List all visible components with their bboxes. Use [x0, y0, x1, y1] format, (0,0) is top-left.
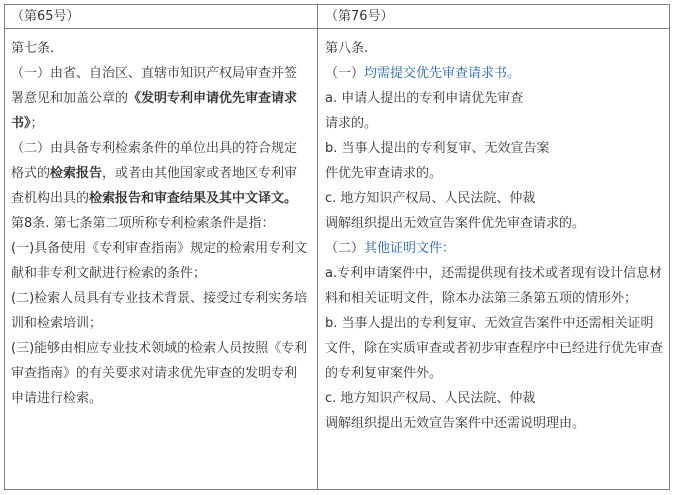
section-1-item-c-line-1: c. 地方知识产权局、人民法院、仲裁 — [325, 191, 536, 206]
section-2-item-c-line-2: 调解组织提出无效宣告案件中还需说明理由。 — [325, 416, 586, 431]
header-right-cell: （第76号） — [325, 9, 394, 24]
table-header-row — [5, 5, 669, 29]
article-7-title: 第七条． — [11, 41, 64, 56]
section-2-item-b: b. 当事人提出的专利复审、无效宣告案件中还需相关证明文件，除在实质审查或者初步审查程序中已经进行优先审查的专利复审案件外。 — [325, 316, 664, 381]
request-form-title: 《发明专利申请优先审查请求书》 — [11, 91, 298, 131]
article-7-item-1: （一）由省、自治区、直辖市知识产权局审查并签署意见和加盖公章的《发明专利申请优先审查请求书》； — [11, 66, 298, 131]
right-column — [325, 36, 663, 436]
section-1-item-a-line-2: 请求的。 — [325, 116, 378, 131]
comparison-table — [4, 4, 670, 490]
article-8-title: 第八条. — [325, 41, 369, 56]
section-1-title: 均需提交优先审查请求书。 — [364, 66, 521, 81]
search-report-term: 检索报告 — [50, 166, 103, 181]
section-1-item-a-line-1: a. 申请人提出的专利申请优先审查 — [325, 91, 524, 106]
section-2-item-c-line-1: c. 地方知识产权局、人民法院、仲裁 — [325, 391, 536, 406]
article-8-item-3: (三)能够由相应专业技术领域的检索人员按照《专利审查指南》的有关要求对请求优先审查的发明专利申请进行检索。 — [11, 341, 308, 406]
article-8-item-2: (二)检索人员具有专业技术背景、接受过专利实务培训和检索培训； — [11, 291, 308, 331]
search-report-translation-term: 检索报告和审查结果及其中文译文。 — [89, 191, 298, 206]
section-1-item-c-line-2: 调解组织提出无效宣告案件优先审查请求的。 — [325, 216, 586, 231]
section-2-title: 其他证明文件： — [364, 241, 456, 256]
column-divider — [317, 5, 318, 489]
section-2-heading: （二）其他证明文件： — [325, 241, 456, 256]
section-1-heading: （一）均需提交优先审查请求书。 — [325, 66, 521, 81]
article-8-item-1: (一)具备使用《专利审查指南》规定的检索用专利文献和非专利文献进行检索的条件； — [11, 241, 308, 281]
left-column — [11, 36, 309, 411]
section-1-item-b-line-1: b. 当事人提出的专利复审、无效宣告案 — [325, 141, 550, 156]
section-2-item-a: a.专利申请案件中，还需提供现有技术或者现有设计信息材料和相关证明文件，除本办法第三条第五项的情形外； — [325, 266, 663, 306]
header-left-cell: （第65号） — [11, 9, 80, 24]
section-1-item-b-line-2: 件优先审查请求的。 — [325, 166, 443, 181]
article-8-intro: 第8条. 第七条第二项所称专利检索条件是指： — [11, 216, 275, 231]
article-7-item-2: （二）由具备专利检索条件的单位出具的符合规定格式的检索报告，或者由其他国家或者地区专利审查机构出具的检索报告和审查结果及其中文译文。 — [11, 141, 298, 206]
